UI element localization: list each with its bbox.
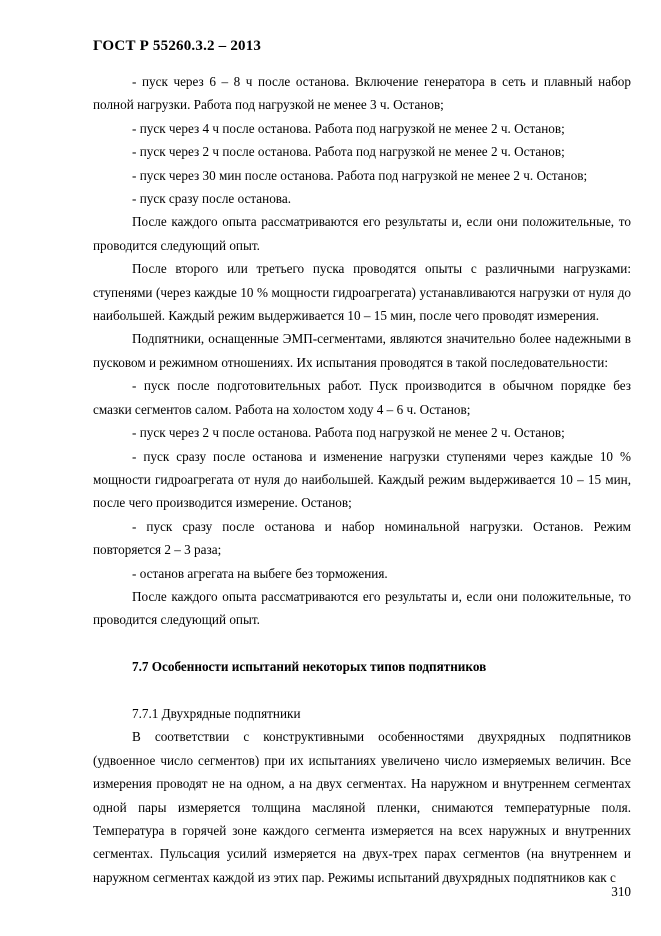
document-header: ГОСТ Р 55260.3.2 – 2013 bbox=[93, 38, 262, 54]
subsection-heading: 7.7.1 Двухрядные подпятники bbox=[132, 705, 301, 721]
paragraph: - пуск сразу после останова и набор номинальной нагрузки. Останов. Режим повторяется 2 – 3 раза; bbox=[93, 518, 631, 558]
document-body bbox=[93, 70, 631, 889]
paragraph: - пуск через 2 ч после останова. Работа под нагрузкой не менее 2 ч. Останов; bbox=[132, 425, 565, 441]
paragraph: - пуск через 2 ч после останова. Работа под нагрузкой не менее 2 ч. Останов; bbox=[132, 144, 565, 160]
paragraph: - пуск после подготовительных работ. Пуск производится в обычном порядке без смазки сегментов салом. Работа на холостом ходу 4 – 6 ч. Останов; bbox=[93, 378, 631, 417]
paragraph: После второго или третьего пуска проводятся опыты с различными нагрузками: ступенями (через каждые 10 % мощности гидроагрегата) устанавливаются нагрузки от нуля до наибольшей. Каждый режим выдерживается 10 – 15 мин, после чего проводят измерения. bbox=[93, 261, 631, 324]
paragraph: В соответствии с конструктивными особенностями двухрядных подпятников (удвоенное число сегментов) при их испытаниях увеличено число измеряемых величин. Все измерения проводят не на одном, а на двух сегментах. На наружном и внутреннем сегментах одной пары измеряется толщина масляной пленки, снимаются температурные поля. Температура в горячей зоне каждого сегмента измеряется на всех наружных и внутренних сегментах. Пульсация усилий измеряется на двух-трех парах сегментов (на внутреннем и наружном сегментах каждой из этих пар. Режимы испытаний двухрядных подпятников как с bbox=[93, 729, 631, 885]
paragraph: После каждого опыта рассматриваются его результаты и, если они положительные, то проводится следующий опыт. bbox=[93, 588, 631, 628]
paragraph: Подпятники, оснащенные ЭМП-сегментами, являются значительно более надежными в пусковом и режимном отношениях. Их испытания проводятся в такой последовательности: bbox=[93, 331, 631, 370]
paragraph: После каждого опыта рассматриваются его результаты и, если они положительные, то проводится следующий опыт. bbox=[93, 214, 631, 253]
paragraph: - пуск через 30 мин после останова. Работа под нагрузкой не менее 2 ч. Останов; bbox=[132, 167, 588, 183]
section-heading: 7.7 Особенности испытаний некоторых типов подпятников bbox=[132, 659, 487, 675]
paragraph: - пуск через 4 ч после останова. Работа под нагрузкой не менее 2 ч. Останов; bbox=[132, 120, 565, 136]
page-number: 310 bbox=[611, 884, 631, 899]
paragraph: - пуск сразу после останова. bbox=[132, 191, 291, 207]
paragraph: - останов агрегата на выбеге без торможения. bbox=[132, 565, 388, 581]
paragraph: - пуск через 6 – 8 ч после останова. Включение генератора в сеть и плавный набор полной нагрузки. Работа под нагрузкой не менее 3 ч. Останов; bbox=[93, 74, 631, 113]
paragraph: - пуск сразу после останова и изменение нагрузки ступенями через каждые 10 % мощности гидроагрегата от нуля до наибольшей. Каждый режим выдерживается 10 – 15 мин, после чего производится измерение. Останов; bbox=[93, 448, 631, 511]
